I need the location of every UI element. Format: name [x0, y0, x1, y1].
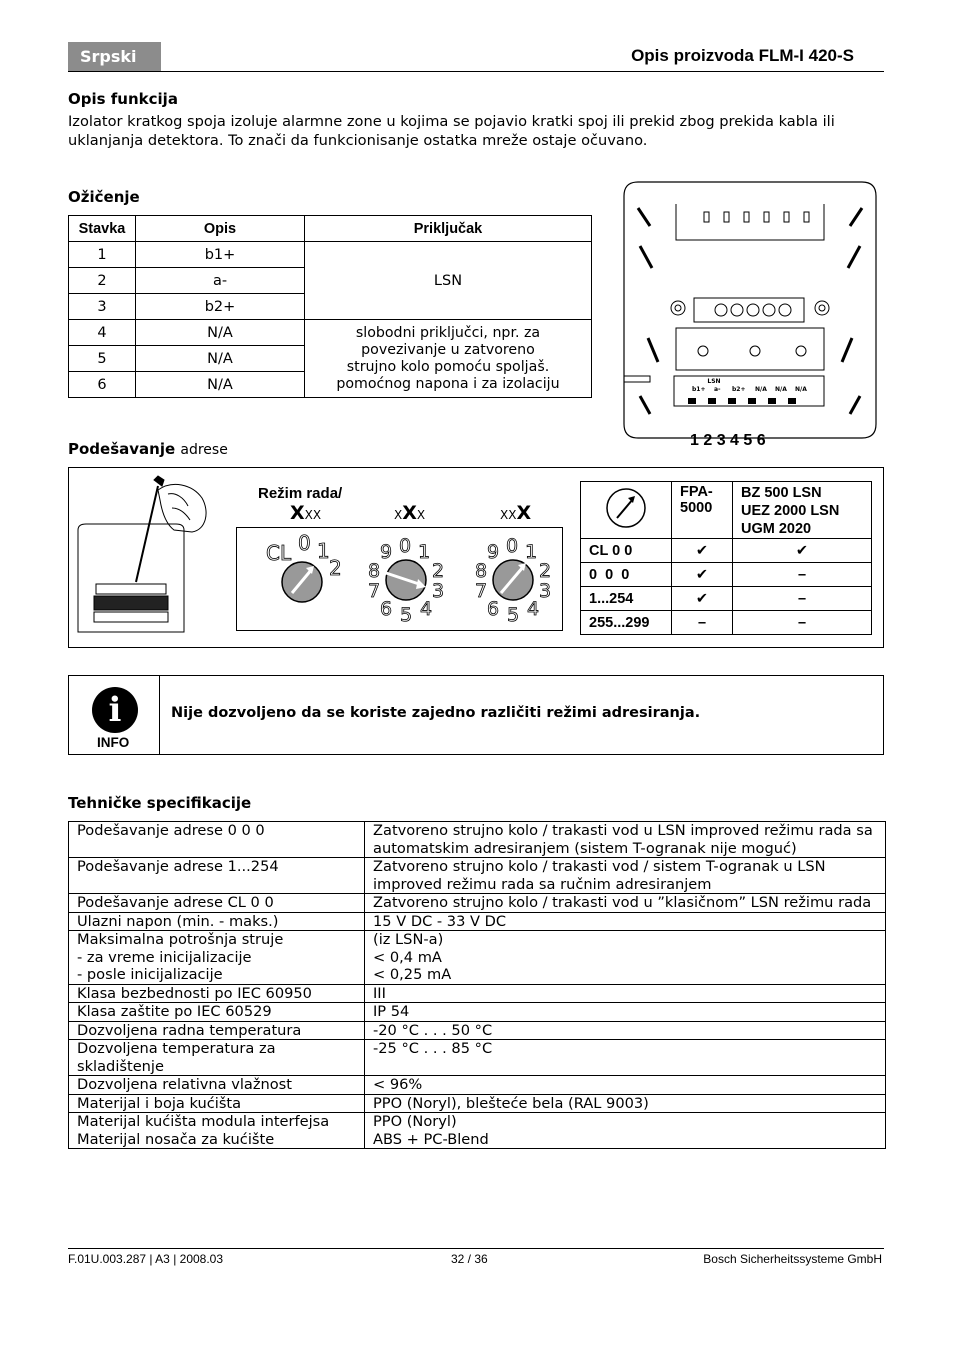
table-row	[69, 912, 886, 931]
table-row	[69, 242, 592, 268]
dial-digit: 1	[317, 539, 330, 563]
compat-col-bz	[733, 482, 872, 539]
dial-digit: 2	[432, 560, 445, 582]
spec-label: Materijal i boja kućišta	[69, 1094, 365, 1113]
info-divider	[159, 675, 160, 755]
compat-fpa: –	[672, 611, 733, 635]
dial-digit: 0	[399, 535, 412, 557]
address-heading-rest: adrese	[180, 442, 228, 458]
dial-cl-label: CL	[266, 541, 292, 565]
dial-digit: 2	[329, 556, 342, 580]
dial-digit: 4	[420, 598, 433, 620]
spec-value: III	[365, 984, 886, 1003]
table-row	[69, 1113, 886, 1149]
spec-label: Klasa zaštite po IEC 60529	[69, 1003, 365, 1022]
spec-value: Zatvoreno strujno kolo / trakasti vod u LSN improved režimu rada sa automatskim adresiranjem (sistem T-ogranak nije moguć)	[365, 822, 886, 858]
switch-label-ones	[500, 502, 531, 524]
device-terminal-label: b2+	[732, 386, 746, 393]
document-title: Opis proizvoda FLM-I 420-S	[631, 46, 854, 65]
table-row	[69, 1040, 886, 1076]
device-terminal-label: b1+	[692, 386, 706, 393]
row-desc: b2+	[136, 294, 305, 320]
dial-digit: 6	[487, 598, 500, 620]
spec-label: Ulazni napon (min. - maks.)	[69, 912, 365, 931]
specs-table	[68, 821, 886, 1149]
compat-col-bz-line: UGM 2020	[741, 521, 812, 537]
footer-rule	[68, 1248, 884, 1249]
row-desc: a-	[136, 268, 305, 294]
compat-mode: CL 0 0	[581, 539, 672, 563]
mode-label: Režim rada/	[258, 485, 343, 502]
hand-screwdriver-illustration	[72, 472, 214, 642]
spec-value: (iz LSN-a) < 0,4 mA < 0,25 mA	[365, 931, 886, 985]
dial-digit: 3	[432, 580, 445, 602]
device-terminal-label: N/A	[775, 386, 787, 393]
switch-label-small: XX	[304, 508, 322, 522]
spec-value: PPO (Noryl), blešteće bela (RAL 9003)	[365, 1094, 886, 1113]
table-row	[581, 611, 872, 635]
row-desc: N/A	[136, 372, 305, 398]
switch-label-tens	[394, 502, 425, 524]
connection-free: slobodni priključci, npr. za povezivanje u zatvoreno strujno kolo pomoću spoljaš. pomoćnog napona i za izolaciju	[305, 320, 592, 398]
dial-digit: 0	[298, 531, 311, 555]
address-heading-bold: Podešavanje	[68, 440, 176, 458]
switch-label-big: X	[290, 502, 305, 524]
row-item: 5	[69, 346, 136, 372]
table-row	[69, 822, 886, 858]
spec-value: -25 °C . . . 85 °C	[365, 1040, 886, 1076]
row-item: 6	[69, 372, 136, 398]
compat-col-fpa: FPA-5000	[672, 482, 733, 539]
spec-value: Zatvoreno strujno kolo / trakasti vod u ”klasičnom” LSN režimu rada	[365, 894, 886, 913]
compat-bz: –	[733, 587, 872, 611]
dial-digit: 8	[475, 560, 488, 582]
compat-fpa: ✔	[672, 587, 733, 611]
switch-label-big: X	[516, 502, 532, 524]
compat-bz: –	[733, 563, 872, 587]
spec-value: Zatvoreno strujno kolo / trakasti vod / sistem T-ogranak u LSN improved režimu rada sa ručnim adresiranjem	[365, 858, 886, 894]
function-text: Izolator kratkog spoja izoluje alarmne zone u kojima se pojavio kratki spoj ili prekid zbog prekida kabla ili uklanjanja detektora. To znači da funkcionisanje ostatka mreže ostaje očuvano.	[68, 113, 835, 149]
spec-label: Podešavanje adrese 0 0 0	[69, 822, 365, 858]
wiring-table	[68, 215, 592, 398]
spec-label: Dozvoljena radna temperatura	[69, 1021, 365, 1040]
spec-label: Dozvoljena relativna vlažnost	[69, 1076, 365, 1095]
function-heading: Opis funkcija	[68, 90, 178, 108]
spec-label: Materijal kućišta modula interfejsa Materijal nosača za kućište	[69, 1113, 365, 1149]
compat-mode: 255...299	[581, 611, 672, 635]
col-header-item: Stavka	[69, 216, 136, 242]
table-row	[69, 1021, 886, 1040]
row-item: 2	[69, 268, 136, 294]
col-header-connection: Priključak	[305, 216, 592, 242]
table-row	[69, 931, 886, 985]
spec-value: IP 54	[365, 1003, 886, 1022]
dial-digit: 7	[368, 580, 381, 602]
compat-mode: 1...254	[581, 587, 672, 611]
switch-label-big: X	[402, 502, 417, 524]
table-row	[69, 1076, 886, 1095]
table-row	[69, 984, 886, 1003]
device-drawing	[618, 178, 882, 448]
address-heading	[68, 440, 228, 458]
spec-value: < 96%	[365, 1076, 886, 1095]
dial-digit: 5	[400, 604, 413, 626]
info-icon: i	[92, 687, 138, 733]
table-row	[581, 587, 872, 611]
dial-digit: 4	[527, 598, 540, 620]
row-desc: b1+	[136, 242, 305, 268]
row-desc: N/A	[136, 346, 305, 372]
dial-digit: 9	[487, 541, 500, 563]
compat-col-bz-line: BZ 500 LSN	[741, 485, 822, 501]
spec-label: Podešavanje adrese CL 0 0	[69, 894, 365, 913]
dial-icon-cell	[581, 482, 672, 539]
spec-value: PPO (Noryl) ABS + PC-Blend	[365, 1113, 886, 1149]
footer-page: 32 / 36	[451, 1252, 488, 1266]
table-row	[581, 539, 872, 563]
language-tab: Srpski	[68, 42, 161, 72]
dial-digit: 7	[475, 580, 488, 602]
spec-label: Maksimalna potrošnja struje - za vreme inicijalizacije - posle inicijalizacije	[69, 931, 365, 985]
switch-label-small: XX	[500, 508, 517, 522]
dial-digit: 1	[525, 541, 538, 563]
spec-label: Podešavanje adrese 1...254	[69, 858, 365, 894]
spec-value: -20 °C . . . 50 °C	[365, 1021, 886, 1040]
table-row	[69, 1094, 886, 1113]
dial-digit: 1	[418, 541, 431, 563]
footer-doc-id: F.01U.003.287 | A3 | 2008.03	[68, 1252, 224, 1266]
compat-fpa: ✔	[672, 563, 733, 587]
row-item: 3	[69, 294, 136, 320]
device-terminal-numbers: 1 2 3 4 5 6	[690, 432, 766, 448]
footer-company: Bosch Sicherheitssysteme GmbH	[703, 1252, 882, 1266]
table-row	[69, 1003, 886, 1022]
spec-label: Klasa bezbednosti po IEC 60950	[69, 984, 365, 1003]
compat-col-bz-line: UEZ 2000 LSN	[741, 503, 840, 519]
col-header-desc: Opis	[136, 216, 305, 242]
compat-fpa: ✔	[672, 539, 733, 563]
info-label: INFO	[97, 735, 130, 750]
table-row	[69, 320, 592, 346]
compat-mode: 0 0 0	[581, 563, 672, 587]
rotary-dial-icon	[602, 484, 650, 532]
dial-digit: 8	[368, 560, 381, 582]
spec-value: 15 V DC - 33 V DC	[365, 912, 886, 931]
info-text: Nije dozvoljeno da se koriste zajedno različiti režimi adresiranja.	[171, 705, 701, 721]
dial-digit: 0	[506, 535, 519, 557]
dial-digit: 2	[539, 560, 552, 582]
switch-label-small: X	[416, 508, 426, 522]
header-rule	[68, 71, 884, 72]
compatibility-table	[580, 481, 872, 635]
device-lsn-label: LSN	[707, 378, 721, 385]
wiring-heading: Ožičenje	[68, 188, 140, 206]
rotary-switches	[236, 527, 564, 632]
device-terminal-label: a-	[714, 386, 721, 393]
connection-lsn: LSN	[305, 242, 592, 320]
compat-bz: –	[733, 611, 872, 635]
spec-label: Dozvoljena temperatura za skladištenje	[69, 1040, 365, 1076]
switch-label-hundreds	[290, 502, 321, 524]
switch-label-small: X	[394, 508, 403, 522]
table-row	[69, 858, 886, 894]
row-item: 4	[69, 320, 136, 346]
table-row	[581, 563, 872, 587]
specs-heading: Tehničke specifikacije	[68, 794, 252, 812]
dial-digit: 6	[380, 598, 393, 620]
table-row	[69, 894, 886, 913]
dial-digit: 5	[507, 604, 520, 626]
device-terminal-label: N/A	[795, 386, 807, 393]
dial-digit: 9	[380, 541, 393, 563]
device-terminal-label: N/A	[755, 386, 767, 393]
row-desc: N/A	[136, 320, 305, 346]
compat-bz: ✔	[733, 539, 872, 563]
row-item: 1	[69, 242, 136, 268]
dial-digit: 3	[539, 580, 552, 602]
